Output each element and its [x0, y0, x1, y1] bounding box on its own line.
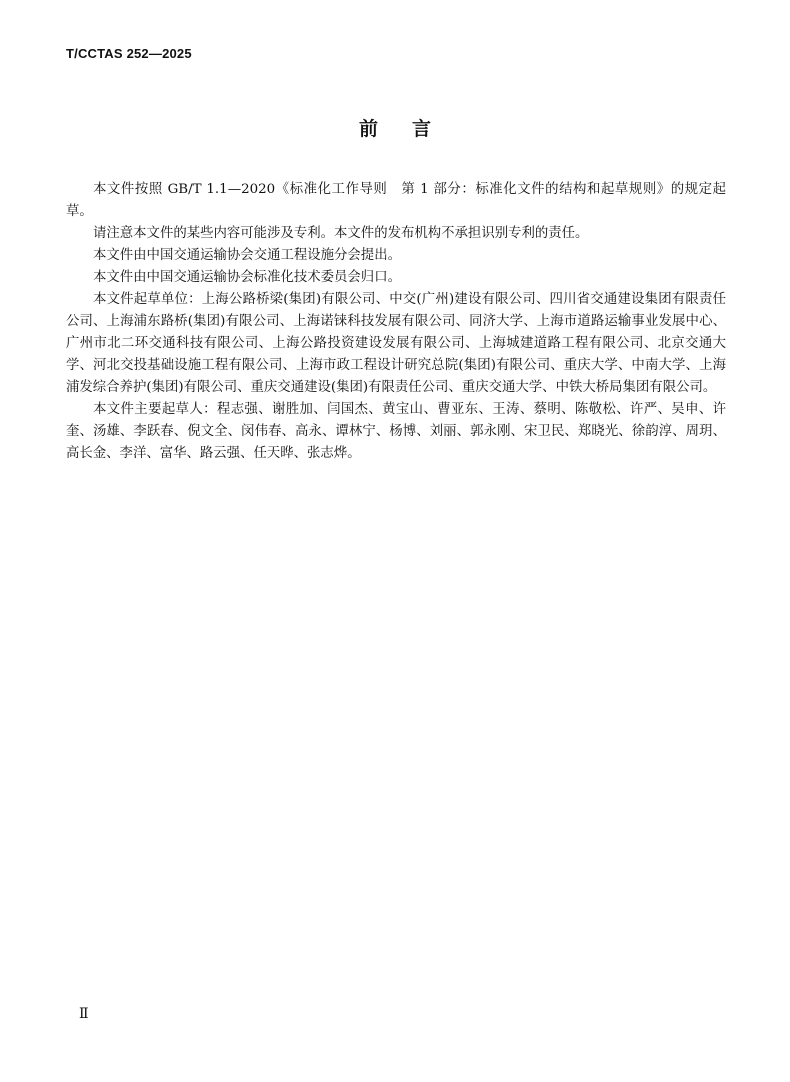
paragraph-drafting-units: 本文件起草单位：上海公路桥梁(集团)有限公司、中交(广州)建设有限公司、四川省交通建设集团有限责任公司、上海浦东路桥(集团)有限公司、上海诺铼科技发展有限公司、同济大学、上海市道路运输事业发展中心、广州市北二环交通科技有限公司、上海公路投资建设发展有限公司、上海城建道路工程有限公司、北京交通大学、河北交投基础设施工程有限公司、上海市政工程设计研究总院(集团)有限公司、重庆大学、中南大学、上海浦发综合养护(集团)有限公司、重庆交通建设(集团)有限责任公司、重庆交通大学、中铁大桥局集团有限公司。 [66, 292, 726, 395]
paragraph-patent-notice: 请注意本文件的某些内容可能涉及专利。本文件的发布机构不承担识别专利的责任。 [93, 226, 589, 241]
paragraph-proposer: 本文件由中国交通运输协会交通工程设施分会提出。 [93, 248, 401, 263]
standard-code: T/CCTAS 252—2025 [66, 46, 192, 61]
foreword-body [66, 179, 726, 465]
page-title [0, 114, 790, 141]
page-number: Ⅱ [79, 1006, 89, 1022]
paragraph-main-drafters: 本文件主要起草人：程志强、谢胜加、闫国杰、黄宝山、曹亚东、王涛、蔡明、陈敬松、许严、吴申、许奎、汤雄、李跃春、倪文全、闵伟春、高永、谭林宁、杨博、刘丽、郭永刚、宋卫民、郑晓光、徐韵淳、周玥、高长金、李洋、富华、路云强、任天晔、张志烨。 [66, 402, 726, 461]
paragraph-centralized-by: 本文件由中国交通运输协会标准化技术委员会归口。 [93, 270, 401, 285]
paragraph-drafting-basis: 本文件按照 GB/T 1.1—2020《标准化工作导则 第 1 部分：标准化文件的结构和起草规则》的规定起草。 [66, 182, 726, 219]
title-char-2: 言 [412, 118, 432, 140]
title-char-1: 前 [358, 118, 378, 140]
